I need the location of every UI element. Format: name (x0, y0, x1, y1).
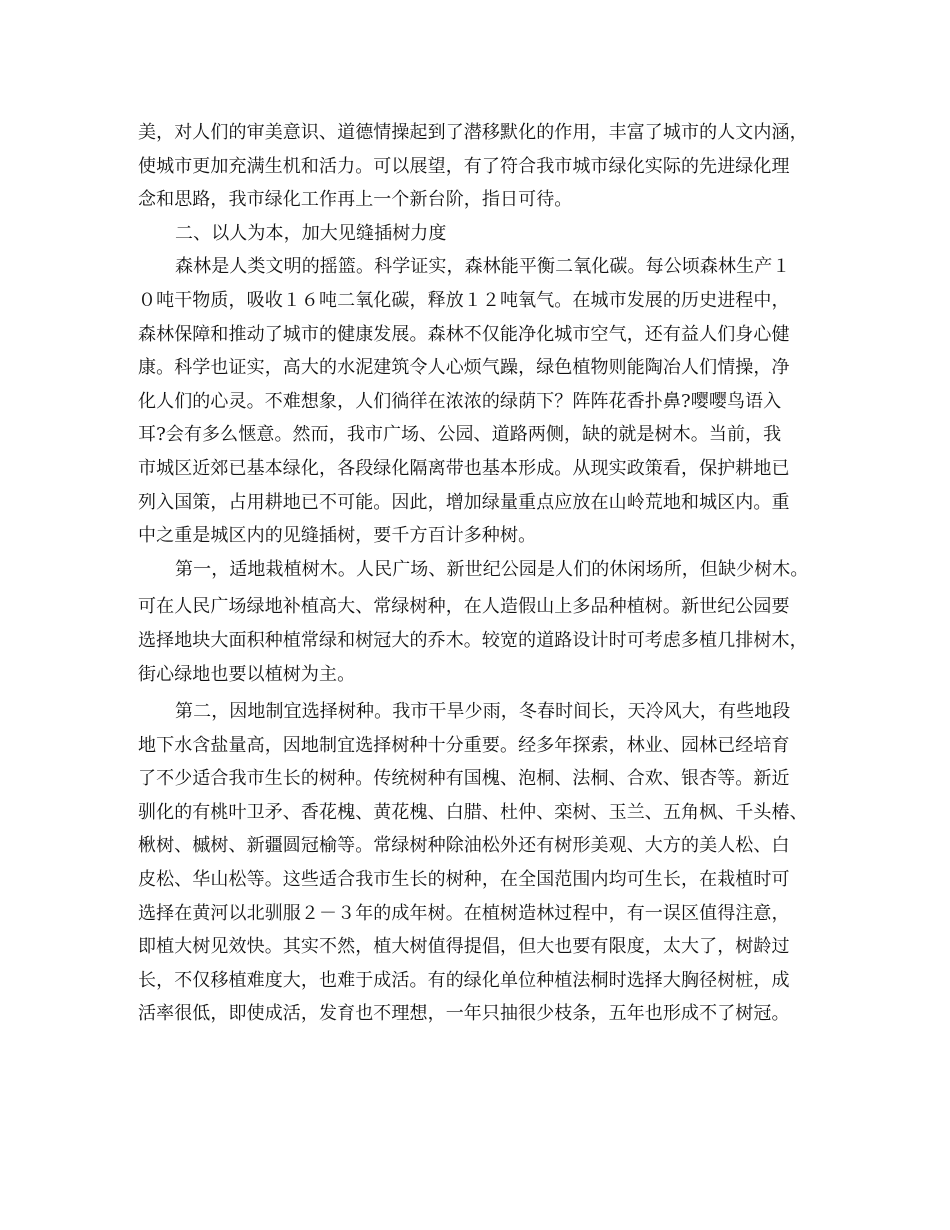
text-line: 即植大树见效快。其实不然，植大树值得提倡，但大也要有限度，太大了，树龄过 (138, 936, 790, 958)
text-line: ０吨干物质，吸收１６吨二氧化碳，释放１２吨氧气。在城市发展的历史进程中， (138, 289, 790, 311)
text-line: 康。科学也证实，高大的水泥建筑令人心烦气躁，绿色植物则能陶冶人们情操，净 (138, 357, 790, 379)
text-line: 长，不仅移植难度大，也难于成活。有的绿化单位种植法桐时选择大胸径树桩，成 (138, 969, 790, 991)
text-line: 使城市更加充满生机和活力。可以展望，有了符合我市城市绿化实际的先进绿化理 (138, 155, 790, 177)
text-line: 地下水含盐量高，因地制宜选择树种十分重要。经多年探索，林业、园林已经培育 (138, 734, 790, 756)
text-line: 选择在黄河以北驯服２－３年的成年树。在植树造林过程中，有一误区值得注意， (138, 902, 790, 924)
text-line: 驯化的有桃叶卫矛、香花槐、黄花槐、白腊、杜仲、栾树、玉兰、五角枫、千头椿、 (138, 801, 808, 823)
text-line: 市城区近郊已基本绿化，各段绿化隔离带也基本形成。从现实政策看，保护耕地已 (138, 457, 790, 479)
text-line: 皮松、华山松等。这些适合我市生长的树种，在全国范围内均可生长，在栽植时可 (138, 869, 790, 891)
text-line: 森林保障和推动了城市的健康发展。森林不仅能净化城市空气，还有益人们身心健 (138, 323, 790, 345)
document-body (138, 116, 818, 1031)
text-line: 念和思路，我市绿化工作再上一个新台阶，指日可待。 (138, 189, 573, 211)
text-line: 美，对人们的审美意识、道德情操起到了潜移默化的作用，丰富了城市的人文内涵， (138, 122, 808, 143)
text-line: 选择地块大面积种植常绿和树冠大的乔木。较宽的道路设计时可考虑多植几排树木， (138, 629, 808, 651)
text-line: 中之重是城区内的见缝插树，要千方百计多种树。 (138, 525, 537, 547)
text-line: 列入国策，占用耕地已不可能。因此，增加绿量重点应放在山岭荒地和城区内。重 (138, 491, 790, 513)
text-line: 耳?会有多么惬意。然而，我市广场、公园、道路两侧，缺的就是树木。当前，我 (138, 424, 782, 446)
text-line: 可在人民广场绿地补植高大、常绿树种，在人造假山上多品种植树。新世纪公园要 (138, 596, 790, 618)
text-line: 化人们的心灵。不难想象，人们徜徉在浓浓的绿荫下？阵阵花香扑鼻?嘤嘤鸟语入 (138, 390, 782, 412)
text-line: 森林是人类文明的摇篮。科学证实，森林能平衡二氧化碳。每公顷森林生产１ (175, 256, 791, 278)
section-heading: 二、以人为本，加大见缝插树力度 (175, 222, 447, 244)
text-line: 第二，因地制宜选择树种。我市干旱少雨，冬春时间长，天冷风大，有些地段 (175, 701, 791, 723)
text-line: 活率很低，即使成活，发育也不理想，一年只抽很少枝条，五年也形成不了树冠。 (138, 1003, 790, 1025)
text-line: 了不少适合我市生长的树种。传统树种有国槐、泡桐、法桐、合欢、银杏等。新近 (138, 768, 790, 790)
text-line: 第一，适地栽植树木。人民广场、新世纪公园是人们的休闲场所，但缺少树木。 (175, 558, 809, 580)
text-line: 楸树、槭树、新疆圆冠榆等。常绿树种除油松外还有树形美观、大方的美人松、白 (138, 835, 790, 857)
text-line: 街心绿地也要以植树为主。 (138, 663, 356, 685)
